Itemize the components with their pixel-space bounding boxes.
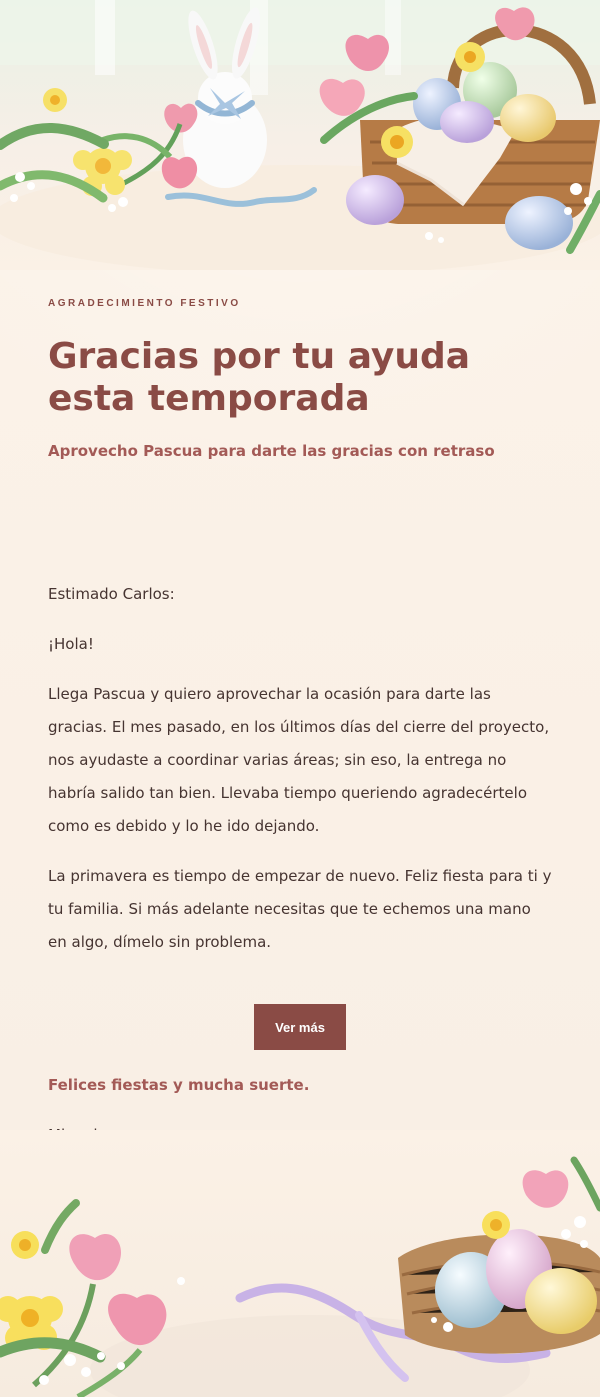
letter-greeting: Estimado Carlos: [48,585,175,603]
ver-mas-button[interactable]: Ver más [254,1004,346,1050]
closing-line: Felices fiestas y mucha suerte. [48,1076,310,1094]
easter-footer-art [0,1130,600,1397]
letter-paragraph-2: La primavera es tiempo de empezar de nuevo. Feliz fiesta para ti y tu familia. Si más adelante necesitas que te echemos una mano en algo, dímelo sin problema. [48,867,552,951]
letter-body [48,578,553,976]
letter-hello: ¡Hola! [48,635,94,653]
easter-footer-illustration [0,1130,600,1397]
easter-header-art [0,0,600,270]
page-title: Gracias por tu ayuda esta temporada [48,336,471,420]
subtitle: Aprovecho Pascua para darte las gracias con retraso [48,442,495,460]
easter-header-illustration [0,0,600,270]
eyebrow-label: AGRADECIMIENTO FESTIVO [48,298,241,309]
daffodil-icon [482,1211,510,1239]
letter-paragraph-1: Llega Pascua y quiero aprovechar la ocasión para darte las gracias. El mes pasado, en los últimos días del cierre del proyecto, nos ayudaste a coordinar varias áreas; sin eso, la entrega no habría salido tan bien. Llevaba tiempo queriendo agradecértelo como es debido y lo he ido dejando. [48,685,550,835]
